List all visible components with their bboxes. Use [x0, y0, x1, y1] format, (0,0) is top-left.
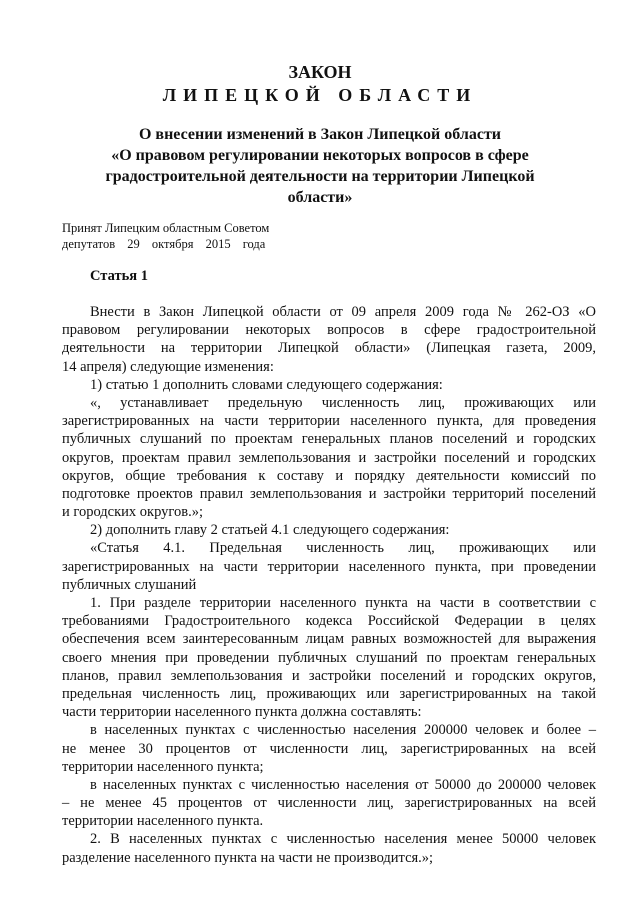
body-line: обеспечения всем заинтересованным лицам равных возможностей для выражения	[62, 631, 596, 648]
body-line: правовом регулировании некоторых вопросов в сфере градостроительной	[62, 322, 596, 339]
body-line: предельная численность лиц, проживающих или зарегистрированных на такой	[62, 685, 596, 702]
adoption-date-line: депутатов 29 октября 2015 года	[62, 237, 266, 251]
article-heading: Статья 1	[90, 268, 148, 284]
article-body	[62, 303, 596, 867]
body-line: «, устанавливает предельную численность лиц, проживающих или	[90, 394, 596, 411]
body-line: деятельности на территории Липецкой области» (Липецкая газета, 2009,	[62, 340, 596, 357]
body-line: публичных слушаний по проектам генеральных планов поселений и городских	[62, 431, 596, 448]
body-line: подготовке проектов правил землепользования и застройки территорий поселений	[62, 485, 596, 502]
body-line: в населенных пунктах с численностью населения от 50000 до 200000 человек	[90, 776, 596, 793]
document-subtitle	[70, 124, 570, 208]
body-line: 2) дополнить главу 2 статьей 4.1 следующего содержания:	[90, 522, 450, 539]
body-line: 2. В населенных пунктах с численностью населения менее 50000 человек	[90, 831, 596, 848]
body-line: разделение населенного пункта на части не производится.»;	[62, 849, 434, 866]
body-line: Внести в Закон Липецкой области от 09 апреля 2009 года № 262-ОЗ «О	[90, 304, 596, 320]
body-line: требованиями Градостроительного кодекса Российской Федерации в целях	[62, 613, 596, 630]
region-title: ЛИПЕЦКОЙ ОБЛАСТИ	[162, 85, 478, 105]
body-line: – не менее 45 процентов от численности лиц, зарегистрированных на всей	[62, 795, 596, 812]
body-line: 1. При разделе территории населенного пункта на части в соответствии с	[90, 595, 596, 611]
law-title: ЗАКОН	[288, 62, 352, 82]
subtitle-line: градостроительной деятельности на территории Липецкой	[105, 168, 535, 185]
subtitle-line: «О правовом регулировании некоторых вопросов в сфере	[111, 147, 529, 164]
subtitle-line: О внесении изменений в Закон Липецкой области	[138, 126, 502, 143]
body-line: части территории населенного пункта должна составлять:	[62, 704, 422, 721]
body-line: зарегистрированных на части территории населенного пункта, для проведения	[62, 413, 596, 430]
body-line: не менее 30 процентов от численности лиц, зарегистрированных на всей	[62, 740, 596, 757]
body-line: в населенных пунктах с численностью населения 200000 человек и более –	[90, 722, 596, 739]
body-line: «Статья 4.1. Предельная численность лиц, проживающих или	[90, 540, 596, 557]
body-line: 1) статью 1 дополнить словами следующего содержания:	[90, 376, 443, 393]
body-line: 14 апреля) следующие изменения:	[62, 358, 274, 375]
adoption-line: Принят Липецким областным Советом	[62, 221, 270, 235]
adoption-note	[62, 220, 269, 252]
body-line: округов, общие требования к составу и порядку деятельности комиссий по	[62, 467, 596, 484]
subtitle-line: области»	[287, 189, 353, 206]
body-line: планов, правил землепользования и застройки поселений и городских округов,	[62, 667, 596, 684]
body-line: территории населенного пункта;	[62, 758, 264, 775]
body-line: округов, проектам правил землепользования и застройки поселений и городских	[62, 449, 596, 466]
body-line: своего мнения при проведении публичных слушаний по проектам генеральных	[62, 649, 596, 666]
body-line: территории населенного пункта.	[62, 813, 264, 830]
body-line: зарегистрированных на части территории населенного пункта, при проведении	[62, 558, 596, 575]
body-line: публичных слушаний	[62, 576, 197, 593]
body-line: и городских округов.»;	[62, 504, 203, 521]
